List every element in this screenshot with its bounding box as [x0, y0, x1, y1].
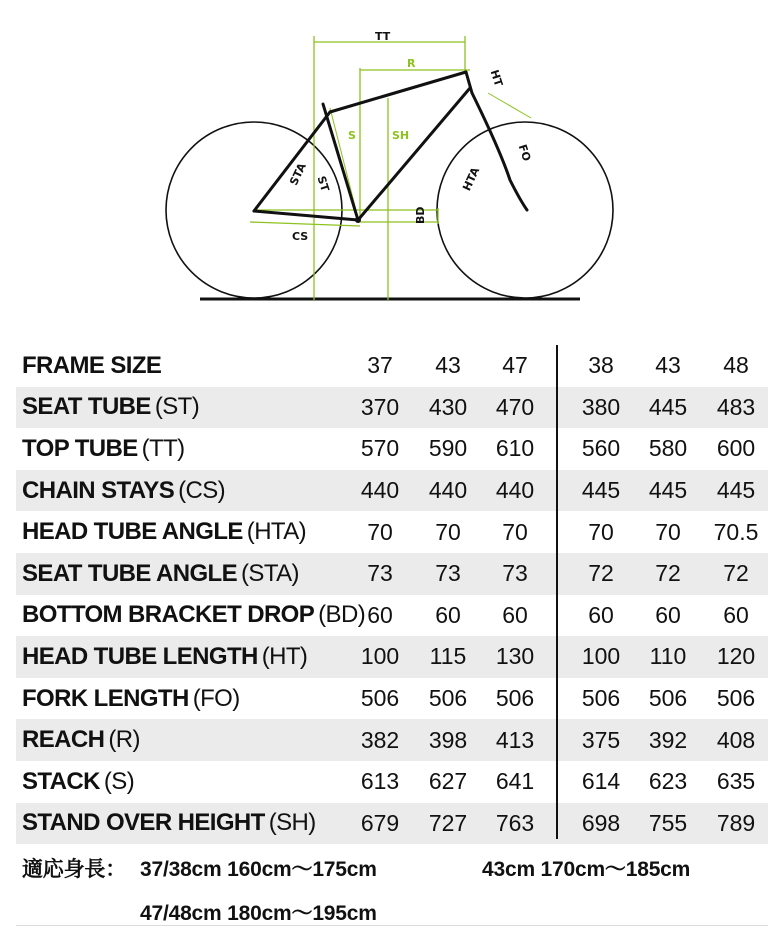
row-label — [22, 387, 199, 429]
table-cell: 430 — [428, 393, 468, 420]
table-cell: 445 — [581, 477, 621, 504]
table-cell: 382 — [360, 726, 400, 753]
row-label — [22, 553, 299, 595]
row-label-name: CHAIN STAYS — [22, 476, 175, 504]
row-label-abbr: (HTA) — [246, 518, 307, 546]
table-row — [16, 345, 768, 387]
table-cell: 70 — [502, 518, 528, 545]
table-cell: 60 — [502, 601, 528, 628]
fit-height-label: 適応身長： — [22, 858, 126, 881]
table-cell: 60 — [655, 601, 681, 628]
table-cell: 600 — [716, 435, 756, 462]
row-label — [22, 636, 307, 678]
table-cell: 60 — [367, 601, 393, 628]
label-fo: FO — [515, 142, 534, 163]
table-cell: 398 — [428, 726, 468, 753]
table-cell: 120 — [716, 643, 756, 670]
table-cell: 110 — [649, 643, 687, 670]
label-cs: CS — [292, 230, 309, 243]
table-cell: 47 — [502, 352, 528, 379]
table-cell: 375 — [581, 726, 621, 753]
table-cell: 506 — [648, 685, 688, 712]
table-cell: 73 — [502, 560, 528, 587]
table-row — [16, 511, 768, 553]
row-label-name: REACH — [22, 726, 105, 754]
table-cell: 440 — [428, 477, 468, 504]
row-label-name: HEAD TUBE LENGTH — [22, 642, 258, 670]
table-cell: 679 — [360, 809, 400, 836]
row-label — [22, 470, 225, 512]
table-cell: 43 — [655, 352, 681, 379]
row-label-abbr: (HT) — [261, 642, 308, 670]
table-cell: 641 — [495, 768, 535, 795]
row-label-name: FRAME SIZE — [22, 351, 162, 379]
bottom-rule — [16, 925, 768, 926]
table-cell: 100 — [581, 643, 621, 670]
table-cell: 698 — [581, 809, 621, 836]
table-cell: 60 — [435, 601, 461, 628]
table-cell: 392 — [648, 726, 688, 753]
row-label-abbr: (BD) — [318, 601, 366, 629]
label-st: ST — [314, 174, 332, 194]
label-hta: HTA — [460, 165, 483, 193]
table-cell: 70 — [367, 518, 393, 545]
fit-height-47-48: 47/48cm 180cm〜195cm — [140, 902, 377, 925]
row-label — [22, 428, 185, 470]
table-cell: 727 — [428, 809, 468, 836]
table-cell: 48 — [723, 352, 749, 379]
table-row — [16, 387, 768, 429]
label-s: S — [348, 129, 356, 142]
table-row — [16, 470, 768, 512]
row-label — [22, 803, 316, 845]
table-cell: 506 — [716, 685, 756, 712]
geometry-table — [16, 345, 768, 844]
table-cell: 580 — [648, 435, 688, 462]
row-label-abbr: (FO) — [192, 684, 240, 712]
table-cell: 73 — [367, 560, 393, 587]
table-cell: 560 — [581, 435, 621, 462]
table-cell: 506 — [581, 685, 621, 712]
table-cell: 37 — [367, 352, 393, 379]
table-cell: 614 — [581, 768, 621, 795]
table-row — [16, 678, 768, 720]
row-label — [22, 595, 365, 637]
table-cell: 130 — [495, 643, 535, 670]
table-cell: 789 — [716, 809, 756, 836]
table-cell: 506 — [428, 685, 468, 712]
label-bd: BD — [414, 206, 427, 224]
table-cell: 370 — [360, 393, 400, 420]
table-cell: 380 — [581, 393, 621, 420]
row-label-name: SEAT TUBE ANGLE — [22, 559, 238, 587]
row-label-name: STACK — [22, 767, 100, 795]
bike-geometry-diagram — [0, 0, 780, 320]
bottom-bracket — [355, 217, 361, 223]
table-cell: 613 — [360, 768, 400, 795]
row-label-abbr: (S) — [103, 767, 135, 795]
table-cell: 506 — [495, 685, 535, 712]
row-label-abbr: (TT) — [141, 434, 185, 462]
label-r: R — [407, 57, 416, 70]
row-label — [22, 678, 240, 720]
bike-frame — [254, 72, 527, 220]
table-cell: 610 — [495, 435, 535, 462]
row-label-name: SEAT TUBE — [22, 393, 151, 421]
table-cell: 60 — [588, 601, 614, 628]
table-cell: 440 — [360, 477, 400, 504]
table-row — [16, 761, 768, 803]
table-cell: 755 — [648, 809, 688, 836]
table-cell: 440 — [495, 477, 535, 504]
row-label-abbr: (CS) — [178, 476, 226, 504]
table-cell: 70 — [435, 518, 461, 545]
table-row — [16, 595, 768, 637]
table-cell: 72 — [588, 560, 614, 587]
row-label-name: FORK LENGTH — [22, 684, 189, 712]
row-label-name: HEAD TUBE ANGLE — [22, 518, 243, 546]
label-sta: STA — [287, 161, 309, 188]
table-cell: 100 — [360, 643, 400, 670]
table-row — [16, 553, 768, 595]
table-cell: 506 — [360, 685, 400, 712]
row-label — [22, 511, 306, 553]
table-cell: 38 — [588, 352, 614, 379]
table-cell: 470 — [495, 393, 535, 420]
table-cell: 590 — [428, 435, 468, 462]
table-row — [16, 803, 768, 845]
table-cell: 70.5 — [713, 518, 759, 545]
table-row — [16, 636, 768, 678]
label-sh: SH — [392, 129, 410, 142]
table-cell: 627 — [428, 768, 468, 795]
table-cell: 70 — [655, 518, 681, 545]
table-cell: 445 — [716, 477, 756, 504]
size-group-divider — [556, 345, 558, 839]
fit-height-37-38: 37/38cm 160cm〜175cm — [140, 858, 377, 881]
row-label-abbr: (R) — [108, 726, 140, 754]
row-label — [22, 761, 134, 803]
row-label — [22, 345, 161, 387]
table-cell: 72 — [655, 560, 681, 587]
table-cell: 73 — [435, 560, 461, 587]
table-cell: 623 — [648, 768, 688, 795]
row-label-name: STAND OVER HEIGHT — [22, 809, 265, 837]
table-cell: 570 — [360, 435, 400, 462]
table-cell: 408 — [716, 726, 756, 753]
table-cell: 413 — [495, 726, 535, 753]
row-label-abbr: (STA) — [241, 559, 299, 587]
table-cell: 445 — [648, 477, 688, 504]
row-label-abbr: (SH) — [268, 809, 316, 837]
table-cell: 763 — [495, 809, 535, 836]
table-cell: 72 — [723, 560, 749, 587]
table-row — [16, 719, 768, 761]
table-row — [16, 428, 768, 470]
row-label-name: BOTTOM BRACKET DROP — [22, 601, 315, 629]
table-cell: 635 — [716, 768, 756, 795]
fit-height-43: 43cm 170cm〜185cm — [482, 858, 691, 881]
table-cell: 115 — [429, 643, 467, 670]
table-cell: 43 — [435, 352, 461, 379]
label-ht: HT — [487, 68, 506, 89]
row-label-abbr: (ST) — [154, 393, 200, 421]
table-cell: 483 — [716, 393, 756, 420]
row-label-name: TOP TUBE — [22, 434, 138, 462]
table-cell: 70 — [588, 518, 614, 545]
table-cell: 60 — [723, 601, 749, 628]
row-label — [22, 719, 140, 761]
label-tt: TT — [375, 30, 391, 43]
table-cell: 445 — [648, 393, 688, 420]
